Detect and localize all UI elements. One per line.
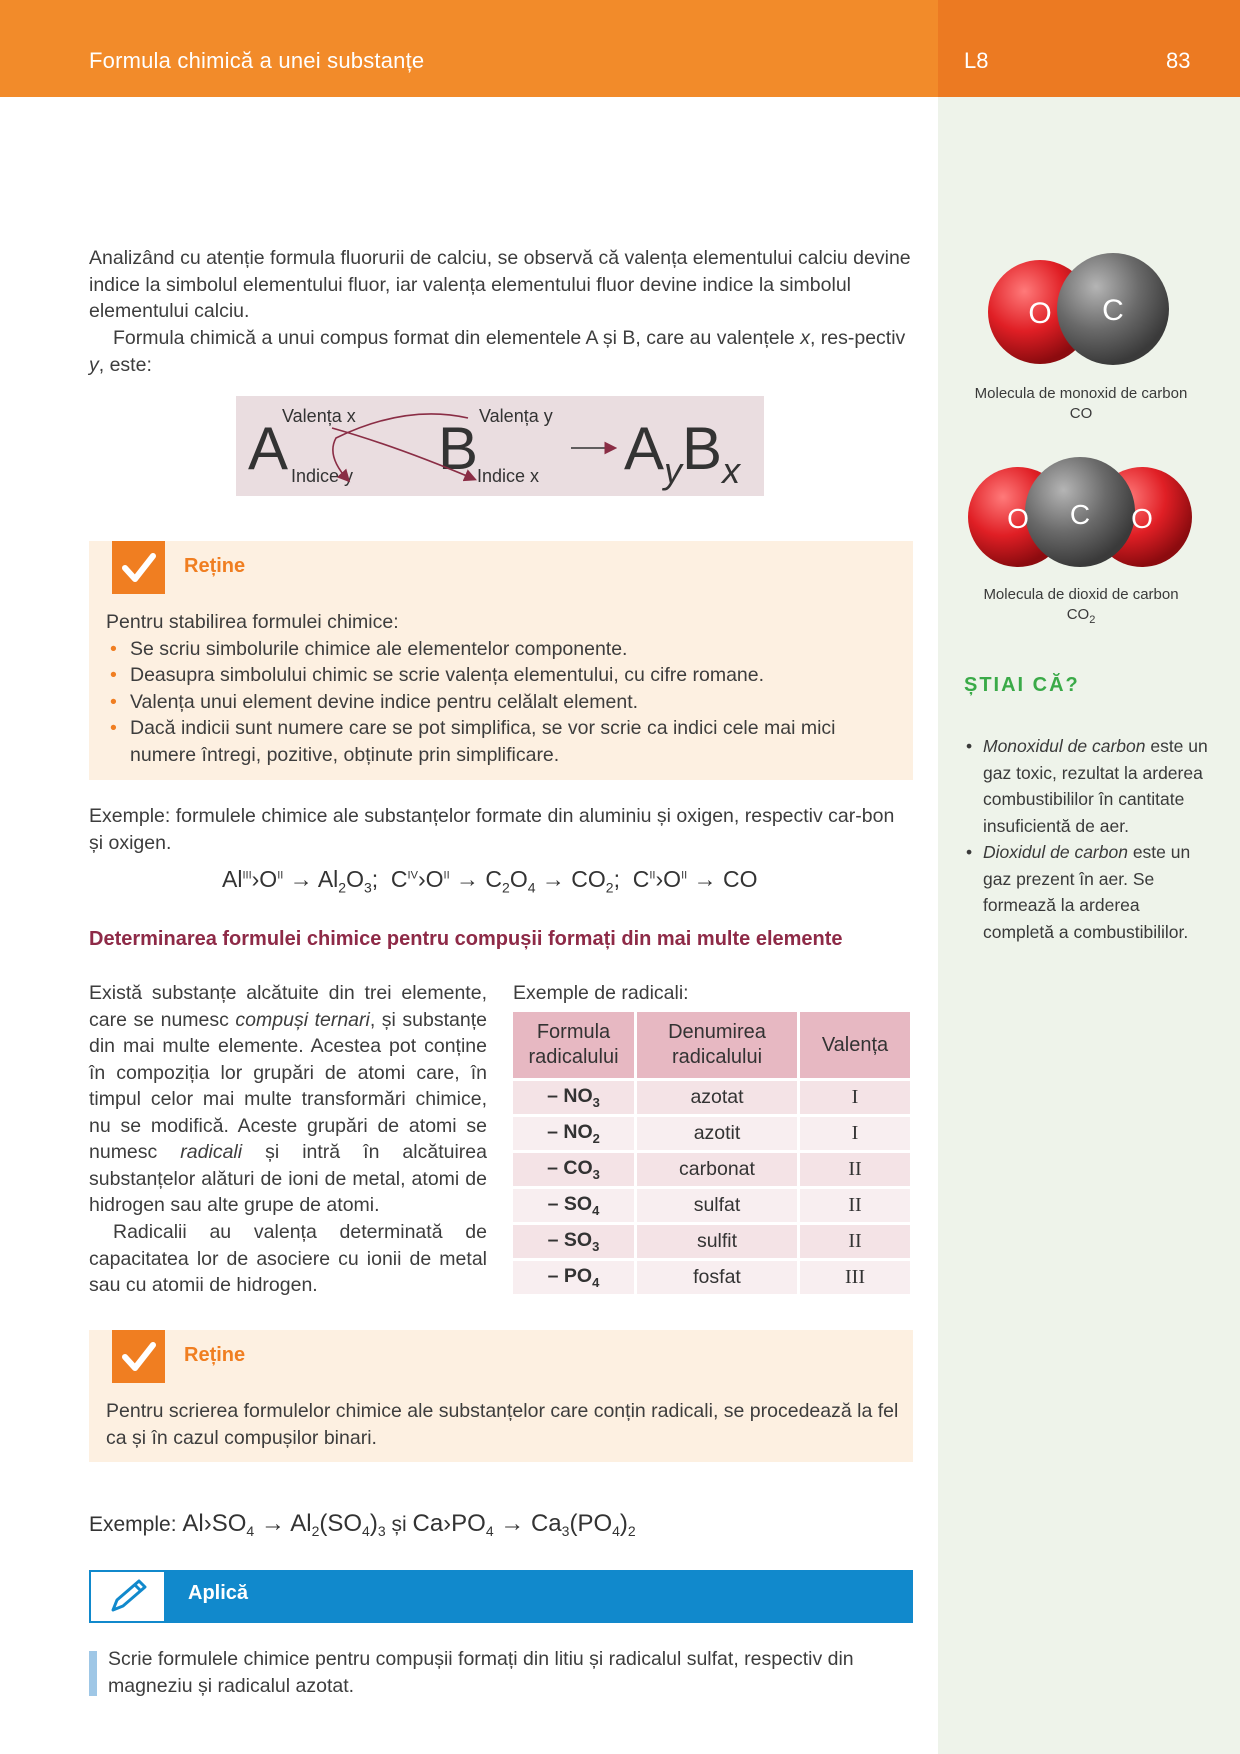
text-span: ›O bbox=[655, 866, 682, 892]
valence-cell: III bbox=[800, 1258, 913, 1294]
lesson-code: L8 bbox=[964, 48, 989, 73]
text-span: , și substanțe din mai multe elemente. Acestea pot conține în compoziția lor grupări de atomi care, în timpul celor mai multe transformări chimice, nu se modifică. Aceste grupări de atomi se numesc bbox=[89, 1008, 487, 1163]
text-span: compuși ternari bbox=[235, 1008, 370, 1031]
aplica-bar bbox=[89, 1570, 913, 1623]
radical-examples: Exemple: $Al›SO_4 \to Al_2(SO_4)_3$ și $Ca›PO_4 \to Ca_3(PO_4)_2$ bbox=[89, 1510, 636, 1540]
table-row bbox=[513, 1258, 913, 1294]
atom-c-label: C bbox=[1069, 499, 1091, 530]
retine-title: Reține bbox=[184, 1344, 246, 1366]
valence-cell: I bbox=[800, 1114, 913, 1150]
text-span: O bbox=[509, 866, 528, 892]
name-cell: sulfit bbox=[637, 1222, 800, 1258]
text-span: B bbox=[682, 415, 723, 482]
text-span: (PO bbox=[569, 1510, 613, 1537]
retine-intro: Pentru stabilirea formulei chimice: bbox=[106, 611, 399, 633]
valence-x-label: Valența x bbox=[282, 406, 356, 426]
retine-content: Pentru scrierea formulelor chimice ale substanțelor care conțin radicali, se procedează la fel ca și în cazul compușilor binari. bbox=[106, 1400, 899, 1449]
table-row bbox=[513, 1078, 913, 1114]
examples-paragraph: Exemple: formulele chimice ale substanțelor formate din aluminiu și oxigen, respectiv car-bon și oxigen. bbox=[89, 805, 895, 854]
text-span: Al bbox=[222, 866, 243, 892]
pencil-icon bbox=[89, 1570, 166, 1623]
list-item: • Dacă indicii sunt numere care se pot simplifica, se vor scrie ca indici cele mai mici numere întregi, pozitive, obținute prin simplificare. bbox=[106, 715, 896, 768]
list-item: • Se scriu simbolurile chimice ale elementelor componente. bbox=[106, 636, 896, 663]
text-span: Ca›PO bbox=[412, 1510, 486, 1537]
text-span: 3 bbox=[592, 1094, 600, 1110]
co2-molecule-image bbox=[966, 450, 1194, 568]
text-span: y bbox=[664, 450, 683, 491]
example-formulas: $Al^{III}›O^{II} \to Al_2O_3$; $C^{IV}›O^{II} \to C_2O_4 \to CO_2$; $C^{II}›O^{II}$ → CO bbox=[222, 866, 758, 896]
formula-cell bbox=[513, 1078, 637, 1114]
intro-paragraph-2 bbox=[89, 325, 913, 378]
list-item: • Valența unui element devine indice pentru celălalt element. bbox=[106, 689, 896, 716]
text-span: – NO bbox=[547, 1121, 593, 1144]
result-formula bbox=[624, 414, 740, 492]
retine-box-2 bbox=[89, 1330, 913, 1462]
table-row bbox=[513, 1114, 913, 1150]
text-span: 4 bbox=[592, 1274, 600, 1290]
index-y-label: Indice y bbox=[291, 466, 354, 486]
valence-formula-diagram bbox=[236, 396, 764, 496]
table-header: Formula radicalului bbox=[513, 1012, 637, 1078]
text-span: ) bbox=[619, 1510, 628, 1537]
table-caption: Exemple de radicali: bbox=[513, 982, 689, 1004]
text-span: Formula chimică a unui compus format din elementele A și B, care au valențele bbox=[113, 327, 801, 349]
table-header: Valența bbox=[800, 1012, 913, 1078]
radicals-table bbox=[513, 1012, 913, 1294]
aplica-title: Aplică bbox=[188, 1582, 249, 1604]
text-span: ) bbox=[369, 1510, 378, 1537]
text-span: ›O bbox=[417, 866, 444, 892]
formula-cell bbox=[513, 1150, 637, 1186]
formula-cell bbox=[513, 1258, 637, 1294]
text-span: x bbox=[722, 450, 741, 491]
text-span: (SO bbox=[319, 1510, 363, 1537]
formula-cell bbox=[513, 1222, 637, 1258]
text-span: – SO bbox=[547, 1229, 593, 1252]
text-span: → C bbox=[456, 866, 503, 892]
text-span: și bbox=[391, 1513, 407, 1536]
exercise-text: Scrie formulele chimice pentru compușii formați din litiu și radicalul sulfat, respectiv din magneziu și radicalul azotat. bbox=[108, 1648, 854, 1697]
text-span: O bbox=[346, 866, 364, 892]
table-header: Denumirea radicalului bbox=[637, 1012, 800, 1078]
radicals-paragraph: Radicalii au valența determinată de capacitatea lor de asociere cu ionii de metal sau cu atomii de hidrogen. bbox=[89, 1221, 487, 1296]
retine-bullet-list bbox=[106, 636, 896, 769]
name-cell: fosfat bbox=[637, 1258, 800, 1294]
text-span: → Al bbox=[289, 866, 339, 892]
co-caption bbox=[960, 384, 1202, 424]
text-span: radicali bbox=[180, 1141, 243, 1163]
text-span: x bbox=[800, 327, 810, 349]
text-span: , res-pectiv bbox=[809, 327, 906, 349]
did-you-know-list bbox=[964, 733, 1214, 945]
co-molecule-image bbox=[988, 247, 1170, 377]
valence-cell: II bbox=[800, 1150, 913, 1186]
text-span: – CO bbox=[547, 1157, 593, 1180]
text-span: → CO bbox=[535, 866, 606, 892]
text-span: 2 bbox=[592, 1130, 600, 1146]
chapter-title: Formula chimică a unei substanțe bbox=[89, 48, 425, 73]
text-span: → Al bbox=[254, 1510, 312, 1537]
name-cell: sulfat bbox=[637, 1186, 800, 1222]
atom-o-label: O bbox=[1028, 297, 1052, 330]
index-x-label: Indice x bbox=[477, 466, 540, 486]
atom-c-label: C bbox=[1102, 294, 1124, 327]
ternary-paragraph bbox=[89, 980, 487, 1219]
formula-cell bbox=[513, 1186, 637, 1222]
did-you-know-title: ȘTIAI CĂ? bbox=[964, 674, 1080, 696]
text-span: , este: bbox=[98, 353, 152, 376]
table-header-row bbox=[513, 1012, 913, 1078]
caption-formula bbox=[960, 605, 1202, 630]
text-span: ›O bbox=[251, 866, 278, 892]
section-heading: Determinarea formulei chimice pentru compușii formați din mai multe elemente bbox=[89, 928, 843, 950]
text-span: – PO bbox=[547, 1265, 593, 1288]
formula-cell bbox=[513, 1114, 637, 1150]
retine-box bbox=[89, 541, 913, 780]
text-span: ; C bbox=[613, 866, 650, 892]
retine-content bbox=[106, 609, 896, 768]
check-icon bbox=[112, 1330, 165, 1383]
caption-line: Molecula de monoxid de carbon bbox=[974, 385, 1188, 402]
text-span: 2 bbox=[1089, 614, 1096, 626]
element-b: B bbox=[438, 415, 479, 482]
element-a: A bbox=[248, 415, 289, 482]
text-span: Al›SO bbox=[182, 1510, 247, 1537]
intro-paragraph: Analizând cu atenție formula fluorurii de calciu, se observă că valența elementului calciu devine indice la simbolul elementului fluor, iar valența elementului fluor devine indice la simbolul elementului calciu. bbox=[89, 247, 911, 322]
valence-cell: I bbox=[800, 1078, 913, 1114]
exercise-marker bbox=[89, 1651, 97, 1696]
valence-cell: II bbox=[800, 1222, 913, 1258]
text-span: ; C bbox=[371, 866, 408, 892]
text-span: y bbox=[89, 353, 99, 376]
examples-label: Exemple: bbox=[89, 1513, 177, 1536]
page-number: 83 bbox=[1166, 48, 1191, 73]
text-span: este un gaz prezent în aer. Se formează la arderea completă a combustibililor. bbox=[983, 842, 1191, 942]
list-item bbox=[964, 839, 1214, 945]
list-item bbox=[964, 733, 1214, 839]
text-span: Dioxidul de carbon bbox=[983, 842, 1128, 862]
name-cell: azotat bbox=[637, 1078, 800, 1114]
text-span: CO bbox=[1066, 606, 1090, 623]
text-span: Monoxidul de carbon bbox=[983, 736, 1146, 756]
retine-title: Reține bbox=[184, 555, 246, 577]
co2-caption bbox=[960, 585, 1202, 630]
atom-o-label: O bbox=[1131, 503, 1153, 534]
text-span: Există substanțe alcătuite din trei elemente, care se numesc bbox=[89, 982, 487, 1031]
atom-o-label: O bbox=[1007, 503, 1029, 534]
text-span: 3 bbox=[592, 1238, 600, 1254]
table-row bbox=[513, 1222, 913, 1258]
table-row bbox=[513, 1186, 913, 1222]
caption-line: Molecula de dioxid de carbon bbox=[983, 586, 1179, 603]
text-span: și intră în alcătuirea substanțelor alături de ioni de metal, atomi de hidrogen sau alte grupe de atomi. bbox=[89, 1141, 487, 1216]
text-span: – NO bbox=[547, 1085, 593, 1108]
text-span: – SO bbox=[547, 1193, 593, 1216]
table-row bbox=[513, 1150, 913, 1186]
valence-cell: II bbox=[800, 1186, 913, 1222]
caption-formula: CO bbox=[1069, 405, 1093, 422]
text-span: A bbox=[624, 415, 665, 482]
name-cell: azotit bbox=[637, 1114, 800, 1150]
valence-y-label: Valența y bbox=[479, 406, 553, 426]
text-span: → Ca bbox=[493, 1510, 562, 1537]
text-span: 4 bbox=[592, 1202, 600, 1218]
text-span: 3 bbox=[592, 1166, 600, 1182]
check-icon bbox=[112, 541, 165, 594]
list-item: • Deasupra simbolului chimic se scrie valența elementului, cu cifre romane. bbox=[106, 662, 896, 689]
text-span: este un gaz toxic, rezultat la arderea combustibililor în cantitate insuficientă de aer. bbox=[983, 736, 1208, 836]
name-cell: carbonat bbox=[637, 1150, 800, 1186]
text-span: → CO bbox=[687, 866, 758, 892]
